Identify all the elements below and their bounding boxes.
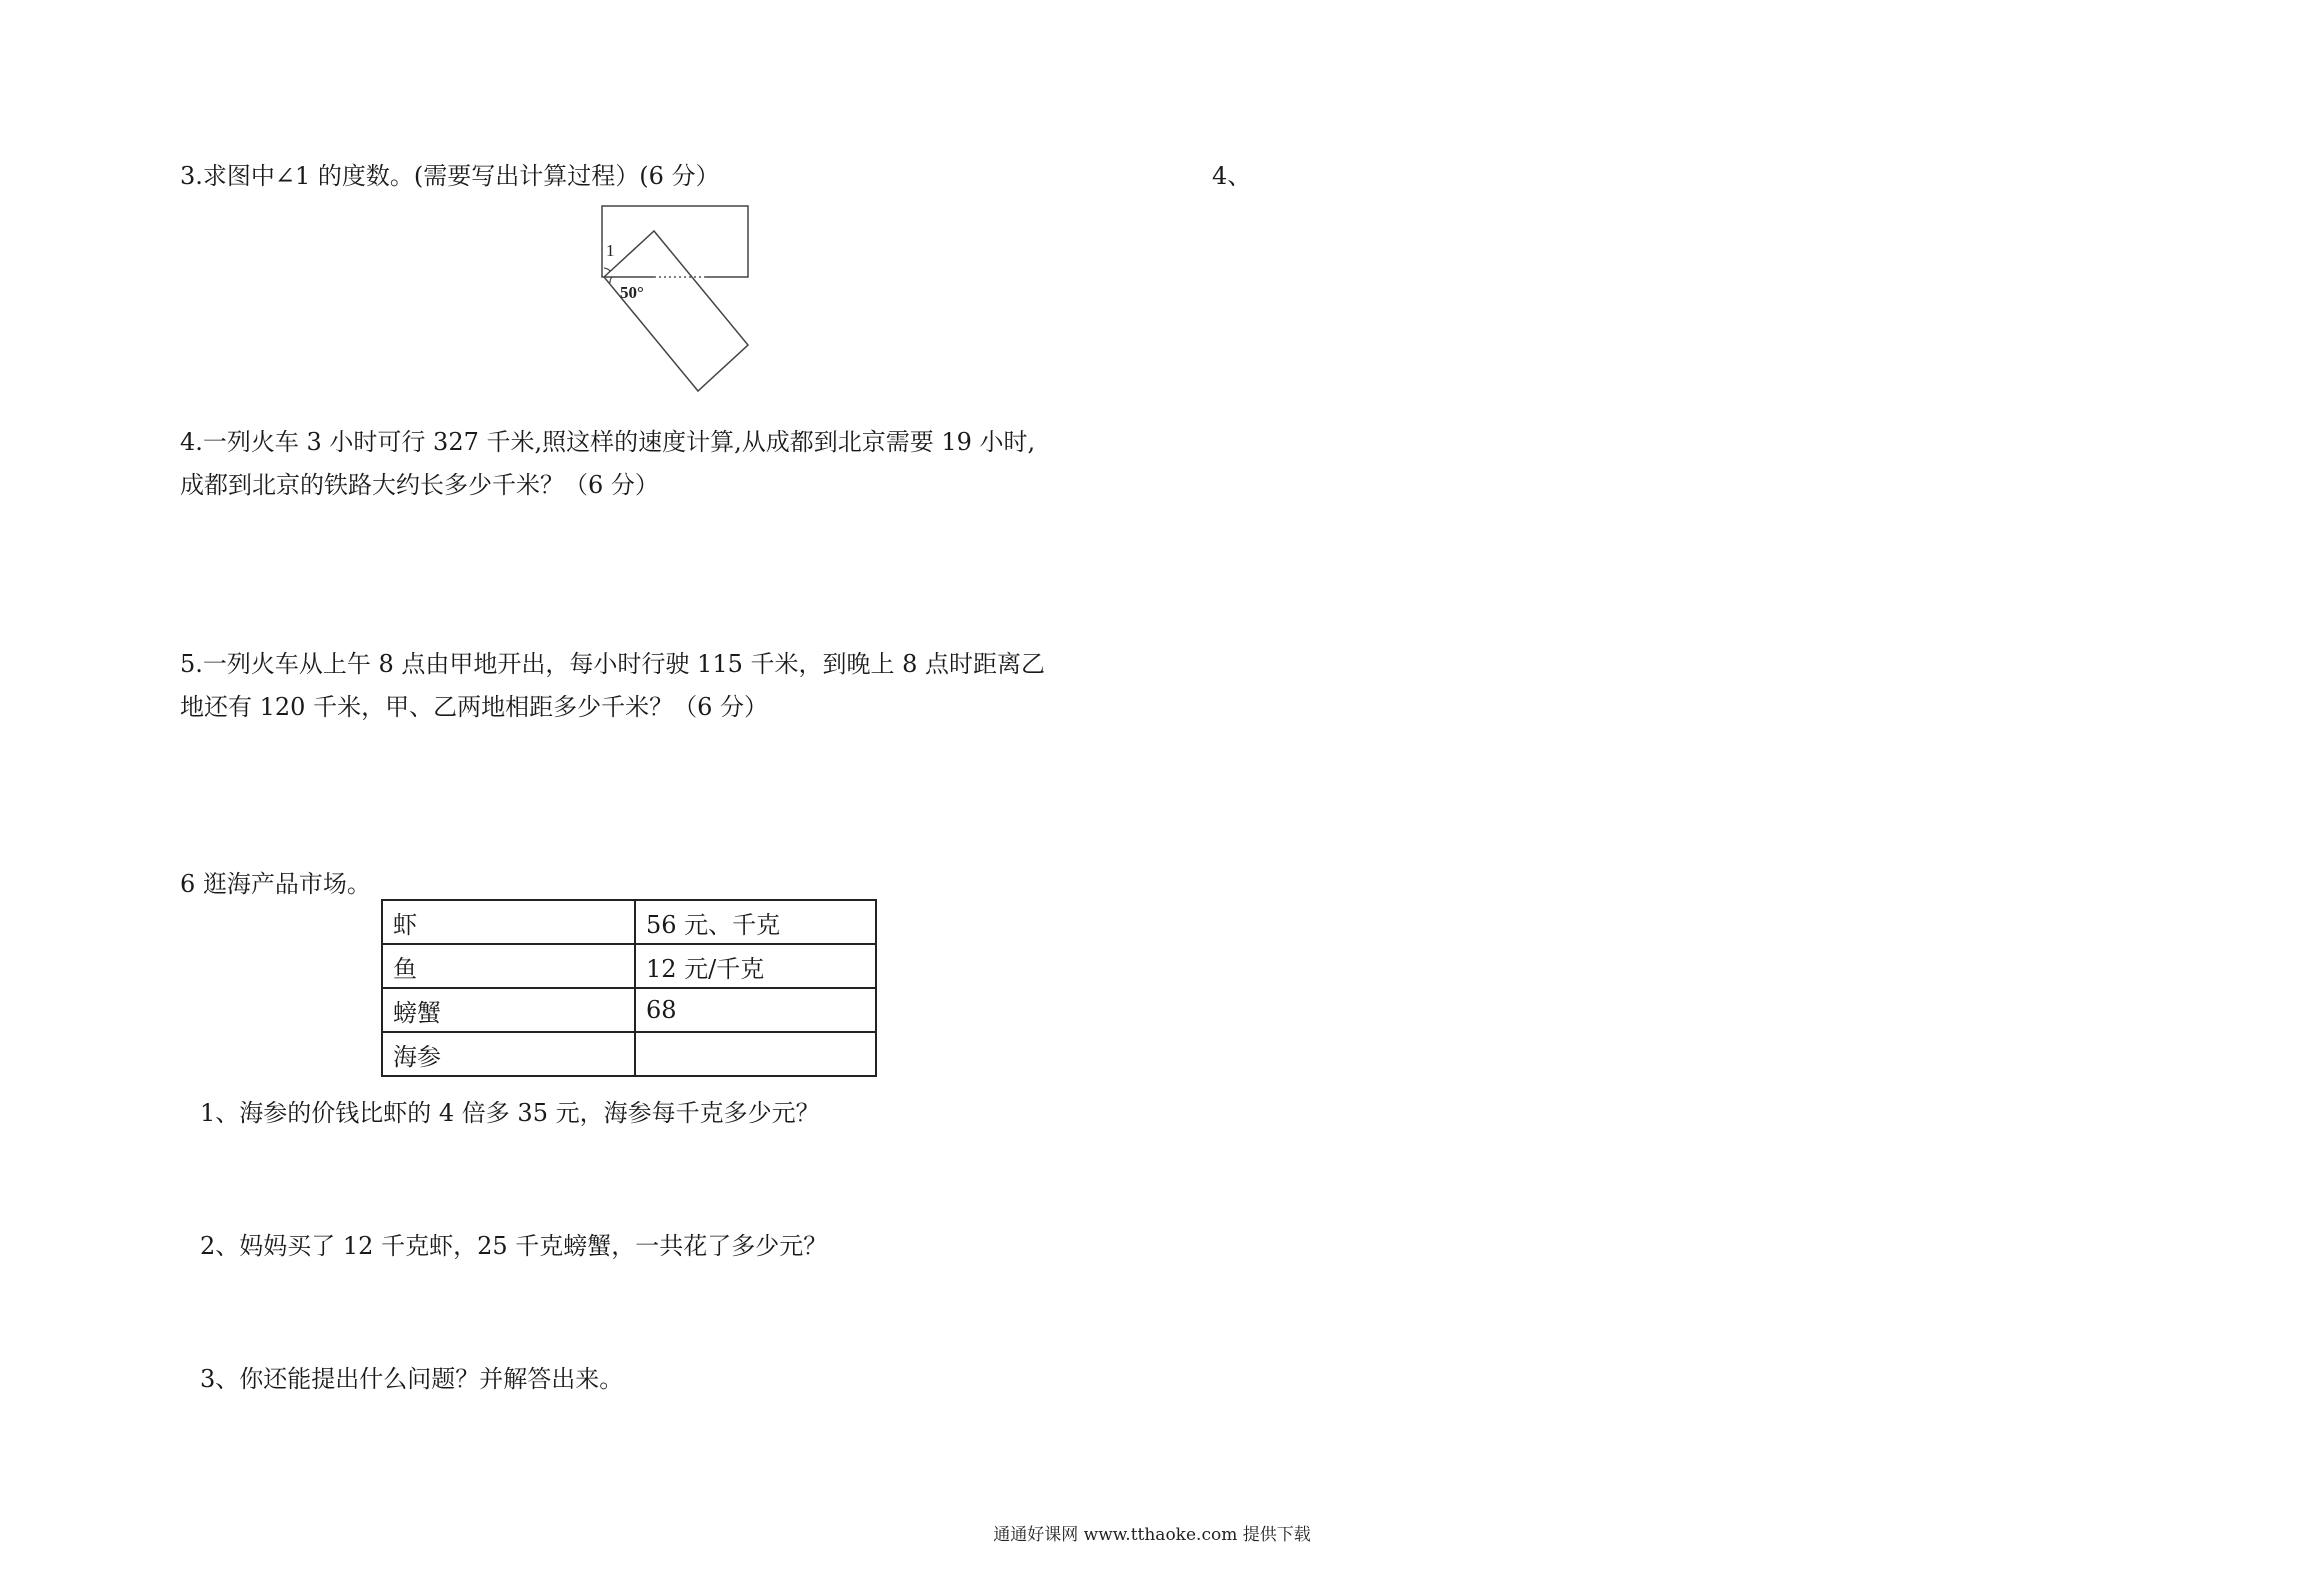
question-5-line-1: 5.一列火车从上午 8 点由甲地开出，每小时行驶 115 千米，到晚上 8 点时距离乙	[180, 650, 1046, 678]
angle-1-label: 1	[606, 241, 615, 260]
horizontal-rectangle	[602, 206, 748, 277]
angle-1-arc	[604, 268, 610, 271]
question-6-sub-1: 1、海参的价钱比虾的 4 倍多 35 元，海参每千克多少元？	[200, 1099, 820, 1127]
price-cell	[635, 1032, 876, 1076]
table-row	[382, 1032, 876, 1076]
question-4-line-2: 成都到北京的铁路大约长多少千米？（6 分）	[180, 471, 659, 499]
item-cell: 鱼	[382, 944, 635, 988]
question-6-title: 6 逛海产品市场。	[180, 870, 371, 898]
price-cell: 12 元/千克	[635, 944, 876, 988]
question-5-line-2: 地还有 120 千米，甲、乙两地相距多少千米？（6 分）	[180, 693, 768, 721]
question-6-sub-2: 2、妈妈买了 12 千克虾，25 千克螃蟹，一共花了多少元？	[200, 1232, 828, 1260]
item-cell: 海参	[382, 1032, 635, 1076]
item-cell: 螃蟹	[382, 988, 635, 1032]
price-cell: 56 元、千克	[635, 900, 876, 944]
tilted-rectangle	[604, 231, 748, 391]
table-row	[382, 944, 876, 988]
item-cell: 虾	[382, 900, 635, 944]
question-4-line-1: 4.一列火车 3 小时可行 327 千米,照这样的速度计算,从成都到北京需要 19 小时,	[180, 428, 1036, 456]
price-cell: 68	[635, 988, 876, 1032]
market-price-table	[381, 899, 877, 1077]
table-row	[382, 988, 876, 1032]
right-column-question-4: 4、	[1212, 162, 1252, 190]
angle-rectangles-figure	[598, 198, 758, 396]
page-footer: 通通好课网 www.tthaoke.com 提供下载	[993, 1525, 1311, 1545]
angle-50-label: 50°	[620, 283, 644, 302]
table-row	[382, 900, 876, 944]
angle-50-arc	[610, 277, 612, 283]
question-6-sub-3: 3、你还能提出什么问题？并解答出来。	[200, 1365, 624, 1393]
question-3: 3.求图中∠1 的度数。(需要写出计算过程）(6 分）	[180, 162, 720, 190]
